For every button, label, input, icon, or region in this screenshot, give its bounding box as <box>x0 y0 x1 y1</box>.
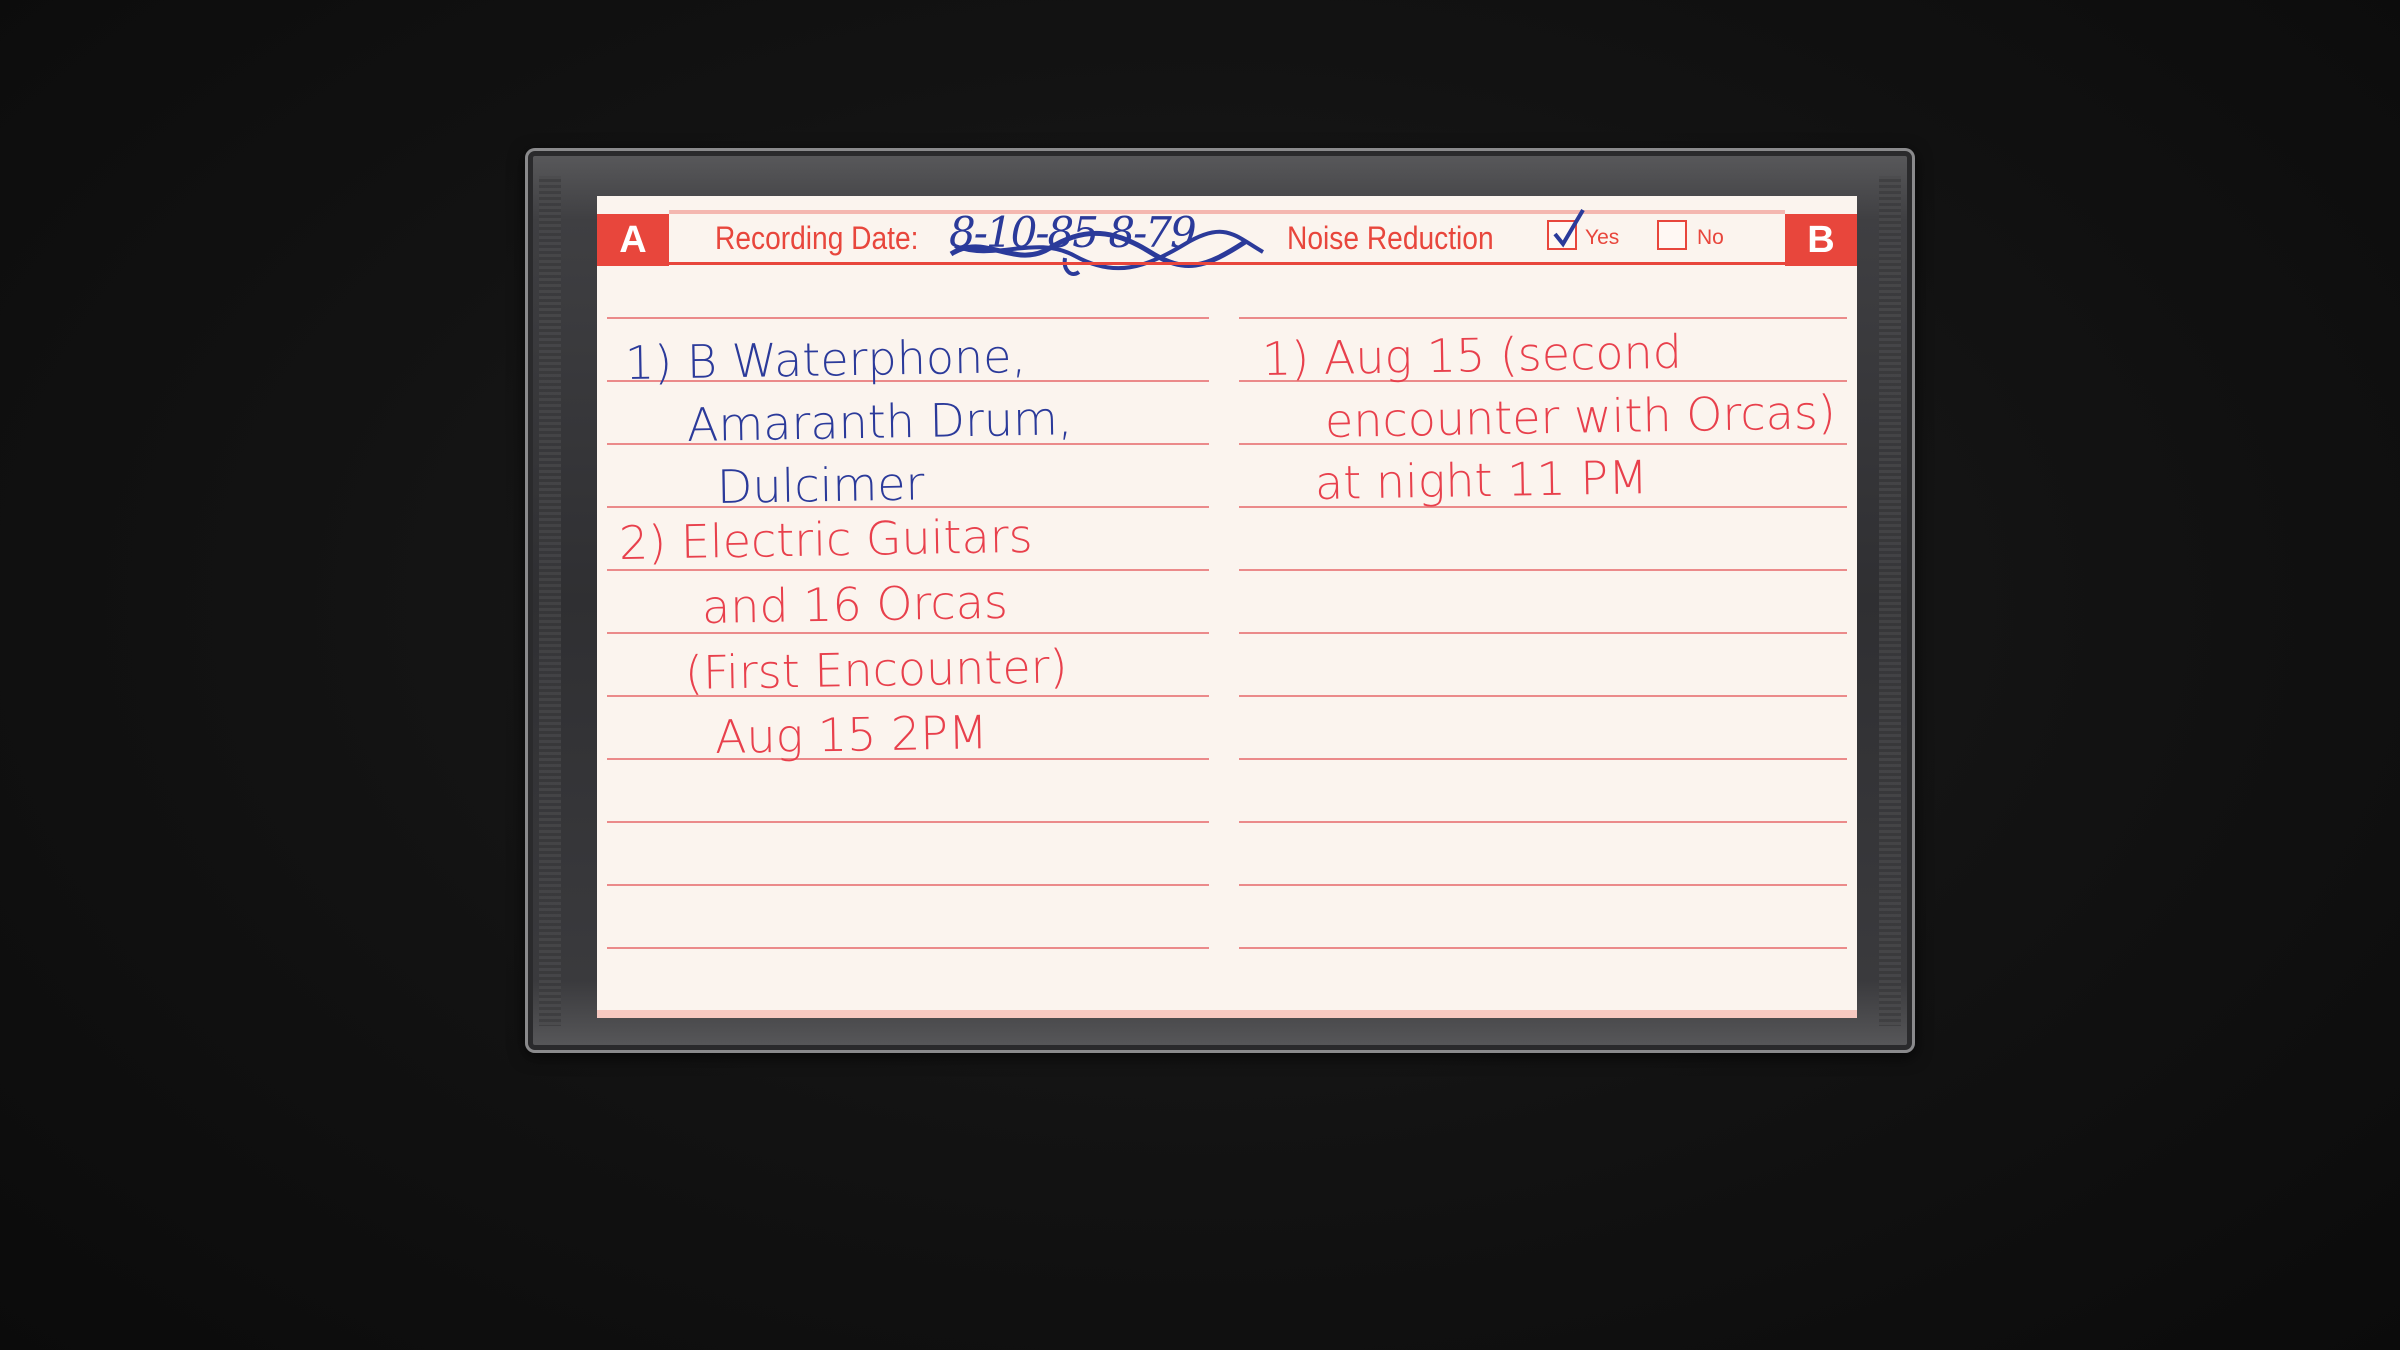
card-bottom-edge <box>597 1010 1857 1018</box>
noise-reduction-no-checkbox[interactable] <box>1657 220 1687 250</box>
side-a-note-line: Dulcimer <box>716 456 925 514</box>
header-top-rule <box>669 210 1785 214</box>
side-a-badge: A <box>597 214 669 266</box>
case-left-ridge <box>539 176 561 1026</box>
no-label: No <box>1697 226 1724 249</box>
side-b-note-line: at night 11 PM <box>1314 450 1649 510</box>
side-a-note-line: 1) B Waterphone, <box>624 329 1027 390</box>
side-b-note-line: 1) Aug 15 (second <box>1261 324 1683 386</box>
cassette-case <box>525 148 1915 1053</box>
check-mark-icon <box>1549 206 1589 250</box>
j-card-insert <box>597 196 1857 1018</box>
side-b-note-line: encounter with Orcas) <box>1324 385 1837 448</box>
side-a-note-line: Amaranth Drum, <box>686 391 1073 452</box>
card-header <box>597 196 1857 268</box>
side-a-note-line: and 16 Orcas <box>701 574 1009 634</box>
side-a-note-line: (First Encounter) <box>684 639 1068 700</box>
case-right-ridge <box>1879 176 1901 1026</box>
noise-reduction-label: Noise Reduction <box>1287 220 1494 256</box>
recording-date-value: 8-10-85 8-79 <box>949 208 1195 257</box>
yes-label: Yes <box>1585 226 1620 249</box>
side-b-badge: B <box>1785 214 1857 266</box>
side-a-note-line: 2) Electric Guitars <box>618 508 1034 570</box>
scribble-over-date <box>945 218 1275 278</box>
side-a-note-line: Aug 15 2PM <box>714 705 989 764</box>
header-underline <box>669 262 1785 265</box>
recording-date-label: Recording Date: <box>715 220 919 256</box>
